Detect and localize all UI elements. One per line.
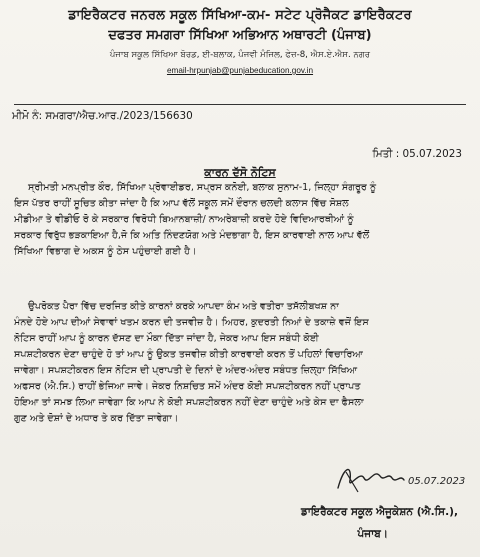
paragraph-2-line: ਹੋਇਆ ਤਾਂ ਸਮਝ ਲਿਆ ਜਾਵੇਗਾ ਕਿ ਆਪ ਨੇ ਕੋਈ ਸਪਸ਼ਟੀਕਰਨ ਨਹੀਂ ਦੇਣਾ ਚਾਹੁੰਦੇ ਅਤੇ ਕੇਸ ਦਾ ਫੈਸਲਾ [14,397,364,408]
paragraph-2-line: ਜਾਵੇਗਾ। ਸਪਸ਼ਟੀਕਰਨ ਇਸ ਨੋਟਿਸ ਦੀ ਪ੍ਰਾਪਤੀ ਦੇ ਦਿਨਾਂ ਦੇ ਅੰਦਰ-ਅੰਦਰ ਸਬੰਧਤ ਜ਼ਿਲ੍ਹਾ ਸਿੱਖਿਆ [14,365,358,376]
header-email [0,66,480,75]
paragraph-2-line: ਮੰਨਦੇ ਹੋਏ ਆਪ ਦੀਆਂ ਸੇਵਾਵਾਂ ਖਤਮ ਕਰਨ ਦੀ ਤਜਵੀਜ਼ ਹੈ। ਅਿਹਰ, ਕੁਦਰਤੀ ਨਿਆਂ ਦੇ ਤਕਾਜ਼ੇ ਵਜੋਂ ਇਸ [14,317,369,328]
header-divider [14,104,466,105]
paragraph-1-line: ਸਰਕਾਰ ਵਿਰੁੱਧ ਭੜਕਾਇਆ ਹੈ,ਜੋ ਕਿ ਅਤਿ ਨਿੰਦਣਯੋਗ ਅਤੇ ਮੰਦਭਾਗਾ ਹੈ, ਇਸ ਕਾਰਵਾਈ ਨਾਲ ਆਪ ਵੱਲੋਂ [14,230,370,241]
header-address: ਪੰਜਾਬ ਸਕੂਲ ਸਿੱਖਿਆ ਬੋਰਡ, ਈ-ਬਲਾਕ, ਪੰਜਵੀ ਮੰਜਿਲ, ਫੇਜ਼-8, ਐਸ.ਏ.ਐਸ. ਨਗਰ [109,50,371,60]
email-address: email-hrpunjab@punjabeducation.gov.in [166,66,314,75]
paragraph-1-line: ਸਿੱਖਿਆ ਵਿਭਾਗ ਦੇ ਅਕਸ ਨੂੰ ਠੇਸ ਪਹੁੰਚਾਈ ਗਈ ਹੈ। [14,246,197,257]
header-office-name: ਦਫਤਰ ਸਮਗਰਾ ਸਿੱਖਿਆ ਅਭਿਆਨ ਅਥਾਰਟੀ (ਪੰਜਾਬ) [108,28,372,43]
paragraph-1-line: ਮੀਡੀਆ ਤੇ ਵੀਡੀਓ ਰੋ ਕੇ ਸਰਕਾਰ ਵਿਰੋਧੀ ਬਿਆਨਬਾਜ਼ੀ/ ਨਾਅਰੇਬਾਜ਼ੀ ਕਰਦੇ ਹੋਏ ਵਿਦਿਆਰਥੀਆਂ ਨੂੰ [14,214,354,225]
signatory-designation: ਡਾਇਰੈਕਟਰ ਸਕੂਲ ਐਜੂਕੇਸ਼ਨ (ਐ.ਸਿ.), [301,506,458,518]
letter-date: ਮਿਤੀ : 05.07.2023 [372,148,462,160]
memo-number: ਮੀਮੋ ਨੰ: ਸਮਗਰਾ/ਐਚ.ਆਰ./2023/156630 [12,110,193,122]
signatory-state: ਪੰਜਾਬ। [357,528,388,540]
paragraph-2-line: ਸਪਸ਼ਟੀਕਰਨ ਦੇਣਾ ਚਾਹੁੰਦੇ ਹੋ ਤਾਂ ਆਪ ਨੂੰ ਉਕਤ ਤਜਵੀਜ਼ ਕੀਤੀ ਕਾਰਵਾਈ ਕਰਨ ਤੋਂ ਪਹਿਲਾਂ ਵਿਚਾਰਿਆ [14,349,363,360]
paragraph-2-line: ਗੁਣ ਅਤੇ ਦੋਸ਼ਾਂ ਦੇ ਅਧਾਰ ਤੇ ਕਰ ਦਿੱਤਾ ਜਾਵੇਗਾ। [14,413,179,424]
paragraph-1-line: ਇਸ ਪੱਤਰ ਰਾਹੀਂ ਸੂਚਿਤ ਕੀਤਾ ਜਾਂਦਾ ਹੈ ਕਿ ਆਪ ਵੱਲੋਂ ਸਕੂਲ ਸਮੇਂ ਦੌਰਾਨ ਚਲਦੀ ਕਲਾਸ ਵਿੱਚ ਸੋਸ਼ਲ [14,198,349,209]
signature-image [330,458,470,498]
paragraph-1 [14,180,466,260]
subject-text: ਕਾਰਨ ਦੱਸੋ ਨੋਟਿਸ [204,166,276,179]
header-title: ਡਾਇਰੈਕਟਰ ਜਨਰਲ ਸਕੂਲ ਸਿੱਖਿਆ-ਕਮ- ਸਟੇਟ ਪ੍ਰੋਜੈਕਟ ਡਾਇਰੈਕਟਰ [68,8,412,23]
paragraph-2-line: ਅਫਸਰ (ਐ.ਸਿ.) ਰਾਹੀਂ ਭੇਜਿਆ ਜਾਵੇ। ਜੇਕਰ ਨਿਸ਼ਚਿਤ ਸਮੇਂ ਅੰਦਰ ਕੋਈ ਸਪਸ਼ਟੀਕਰਨ ਨਹੀਂ ਪ੍ਰਾਪਤ [14,381,361,392]
paragraph-1-line: ਸ੍ਰੀਮਤੀ ਮਨਪ੍ਰੀਤ ਕੌਰ, ਸਿੱਖਿਆ ਪ੍ਰੋਵਾਈਡਰ, ਸਪ੍ਰਸ ਕਨੋਈ, ਬਲਾਕ ਸੁਨਾਮ-1, ਜਿਲ੍ਹਾ ਸੰਗਰੂਰ ਨੂੰ [28,182,377,193]
paragraph-2 [14,299,466,427]
subject-heading [0,166,480,180]
paragraph-2-line: ਉਪਰੋਕਤ ਪੈਰਾ ਵਿੱਚ ਦਰਜਿਤ ਕੀਤੇ ਕਾਰਨਾਂ ਕਰਕੇ ਆਪਦਾ ਕੰਮ ਅਤੇ ਵਤੀਰਾ ਤਸੱਲੀਬਖਸ਼ ਨਾ [28,301,339,312]
signature-date: 05.07.2023 [408,476,466,487]
paragraph-2-line: ਨੋਟਿਸ ਰਾਹੀਂ ਆਪ ਨੂੰ ਕਾਰਨ ਦੱਸਣ ਦਾ ਮੌਕਾ ਦਿੱਤਾ ਜਾਂਦਾ ਹੈ, ਜੇਕਰ ਆਪ ਇਸ ਸਬੰਧੀ ਕੋਈ [14,333,319,344]
